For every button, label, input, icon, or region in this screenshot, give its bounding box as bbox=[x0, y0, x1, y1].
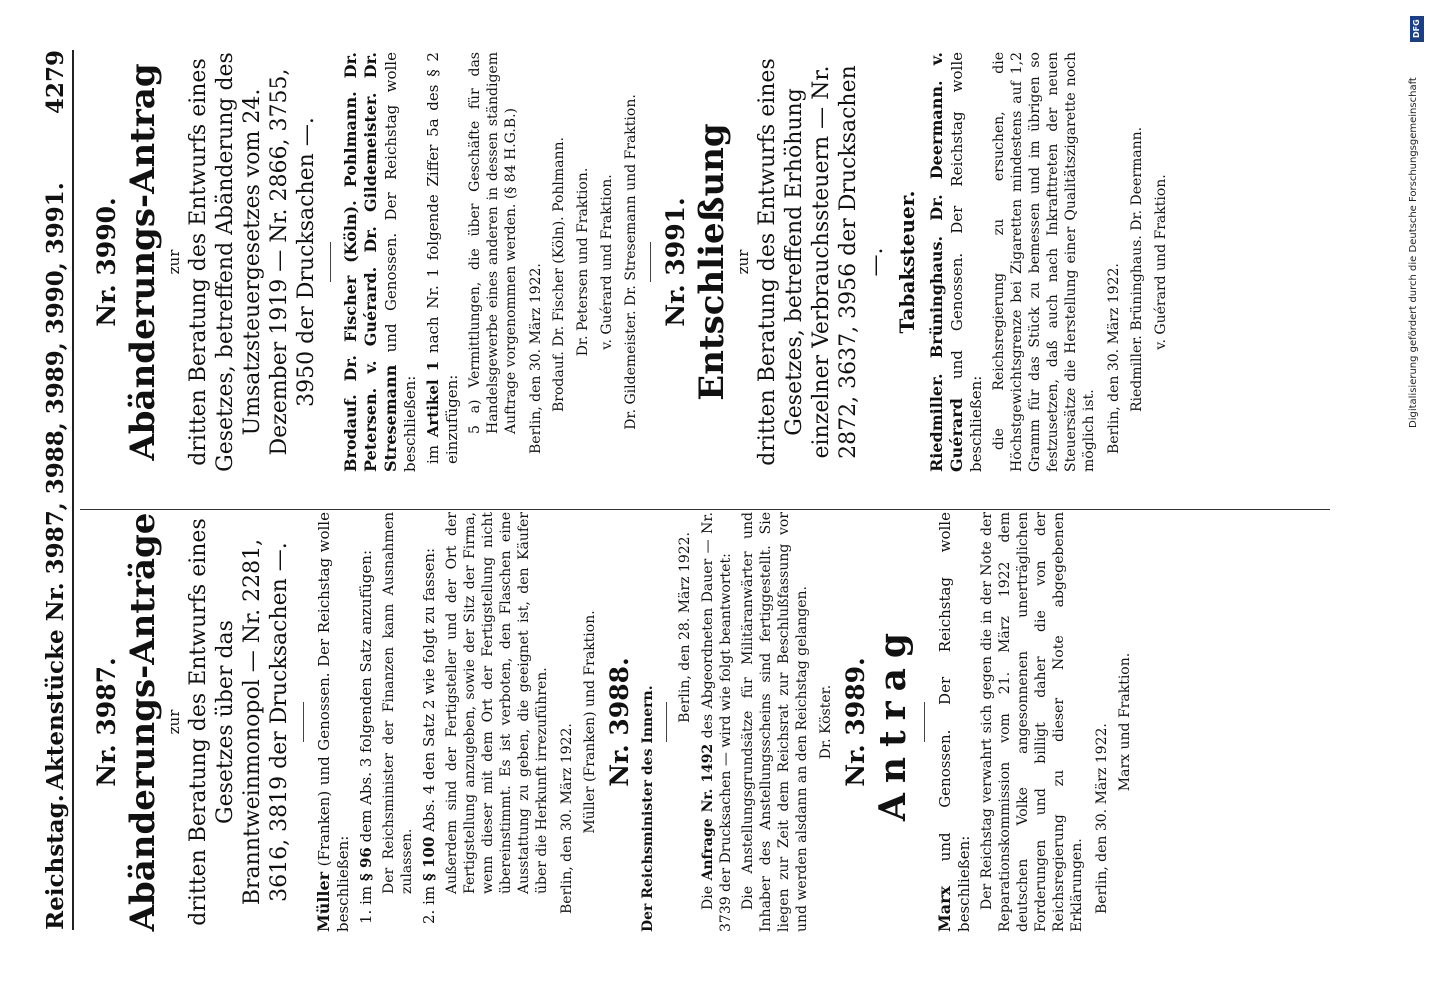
running-head-title: Aktenstücke Nr. 3987, 3988, 3989, 3990, 3991. bbox=[42, 182, 69, 790]
para-post: des Abgeordneten Dauer — Nr. 3739 der Drucksachen — wird wie folgt beantwortet: bbox=[700, 512, 734, 932]
lead-text: (Franken) und Genossen. Der Reichstag wolle beschließen: bbox=[315, 512, 352, 932]
digitization-credit bbox=[1406, 8, 1430, 998]
item-paragraph: § 100 bbox=[420, 836, 438, 882]
doc-number: Nr. 3989. bbox=[841, 657, 870, 787]
running-head bbox=[42, 50, 70, 930]
doc-office: Der Reichsminister des Innern. bbox=[640, 685, 656, 932]
motion-lead bbox=[935, 512, 974, 932]
document-3987 bbox=[92, 512, 599, 932]
tax-title: Tabaksteuer. bbox=[895, 190, 919, 334]
motion-lead bbox=[314, 512, 353, 932]
signature-line-1: Riedmiller. Brüninghaus. Dr. Deermann. bbox=[1129, 126, 1145, 412]
doc-zur: zur bbox=[734, 249, 752, 275]
item-intro: im bbox=[424, 444, 442, 464]
motion-item-2 bbox=[420, 512, 439, 924]
signature-line-2: v. Guérard und Fraktion. bbox=[1153, 174, 1169, 350]
item-text: Abs. 4 den Satz 2 wie folgt zu fassen: bbox=[420, 547, 438, 832]
page-number: 4279 bbox=[42, 50, 69, 115]
document-3988 bbox=[605, 512, 835, 932]
header-rule bbox=[72, 50, 74, 930]
separator-rule bbox=[650, 242, 651, 282]
doc-subject: dritten Beratung des Entwurfs eines Gesetzes, betreffend Erhöhung einzelner Verbrauchssteuern — Nr. 2872, 3637, 3956 der Drucksachen —. bbox=[755, 58, 888, 466]
column-divider bbox=[80, 509, 1330, 510]
short-rule bbox=[330, 242, 331, 282]
doc-date: Berlin, den 30. März 1922. bbox=[559, 723, 575, 914]
doc-number: Nr. 3987. bbox=[92, 657, 121, 787]
doc-dateline: Berlin, den 28. März 1922. bbox=[677, 532, 693, 723]
item-text: dem Abs. 3 folgenden Satz anzufügen: bbox=[357, 550, 375, 843]
doc-date: Berlin, den 30. März 1922. bbox=[528, 263, 544, 454]
inquiry-ref: Anfrage Nr. 1492 bbox=[700, 743, 716, 881]
doc-signature: Dr. Köster. bbox=[818, 684, 834, 760]
item-article: Artikel 1 bbox=[424, 360, 442, 438]
motion-item-1 bbox=[357, 512, 376, 924]
item-intro: 1. im bbox=[357, 885, 375, 924]
doc-subject: dritten Beratung des Entwurfs eines Gesetzes, betreffend Abänderung des Umsatzsteuergesetzes vom 24. Dezember 1919 — Nr. 2866, 3755, 3950 der Drucksachen —. bbox=[186, 52, 319, 472]
motion-lead bbox=[927, 52, 986, 472]
doc-number: Nr. 3991. bbox=[661, 197, 690, 327]
resolution-paragraph: die Reichsregierung zu ersuchen, die Höchstgewichtsgrenze bei Zigaretten mindestens auf 1,2 Gramm für das Stück zu bemessen und im übrigen so festzusetzen, daß auch nach Inkrafttreten der neuen Steuersätze die Herstellung einer Qualitätszigarette noch möglich ist. bbox=[991, 52, 1097, 472]
motion-lead bbox=[341, 52, 420, 472]
item-quote: 5 a) Vermittlungen, die über Geschäfte für das Handelsgewerbe eines anderen in dessen ständigem Auftrage vorgenommen werden. (§ 84 H.G.B.) bbox=[467, 52, 519, 434]
doc-kind: Antrag bbox=[872, 622, 914, 822]
lead-text: und Genossen. Der Reichstag wolle beschließen: bbox=[948, 52, 985, 472]
lead-text: und Genossen. Der Reichstag wolle beschließen: bbox=[382, 52, 419, 472]
doc-subject: dritten Beratung des Entwurfs eines Gesetzes über das Branntweinmonopol — Nr. 2281, 3616, 3819 der Drucksachen —. bbox=[186, 518, 292, 926]
answer-paragraph-1 bbox=[699, 512, 735, 932]
doc-number: Nr. 3988. bbox=[605, 657, 634, 787]
item-intro: 2. im bbox=[420, 885, 438, 924]
doc-date: Berlin, den 30. März 1922. bbox=[1106, 263, 1122, 454]
para-pre: Die bbox=[700, 886, 716, 910]
short-rule bbox=[666, 702, 667, 742]
signature-line-4: Dr. Gildemeister. Dr. Stresemann und Fraktion. bbox=[623, 94, 639, 430]
running-head-left: Reichstag. bbox=[42, 794, 69, 930]
lead-names: Riedmiller. Brüninghaus. Dr. Deermann. v. Guérard bbox=[927, 52, 966, 472]
signature-line-1: Brodauf. Dr. Fischer (Köln). Pohlmann. bbox=[551, 137, 567, 412]
short-rule bbox=[924, 702, 925, 742]
document-3990 bbox=[92, 52, 640, 472]
lead-names: Brodauf. Dr. Fischer (Köln). Pohlmann. Dr. Petersen. v. Guérard. Dr. Gildemeister. Dr. Stresemann bbox=[341, 52, 400, 472]
credit-text: Digitalisierung gefördert durch die Deutsche Forschungsgemeinschaft bbox=[1408, 77, 1419, 428]
signature-line-2: Dr. Petersen und Fraktion. bbox=[575, 167, 591, 357]
left-column bbox=[88, 512, 1140, 932]
answer-paragraph-2: Die Anstellungsgrundsätze für Militäranwärter und Inhaber des Anstellungsscheins sind fertiggestellt. Sie liegen zur Zeit dem Reichsrat zur Beschlußfassung vor und werden alsdann an den Reichstag gelangen. bbox=[740, 512, 810, 932]
doc-kind: Entschließung bbox=[692, 123, 732, 401]
motion-item bbox=[424, 52, 462, 464]
doc-date: Berlin, den 30. März 1922. bbox=[1094, 723, 1110, 914]
lead-name: Marx bbox=[935, 885, 954, 932]
item-paragraph: § 96 bbox=[357, 847, 375, 882]
lead-text: und Genossen. Der Reichstag wolle beschließen: bbox=[936, 512, 973, 932]
signature-line-3: v. Guérard und Fraktion. bbox=[599, 174, 615, 350]
dfg-logo: DFG bbox=[1410, 16, 1424, 42]
document-3991 bbox=[661, 52, 1170, 472]
item-1-quote: Der Reichsminister der Finanzen kann Ausnahmen zulassen. bbox=[381, 512, 415, 894]
doc-signature: Marx und Fraktion. bbox=[1117, 652, 1133, 792]
document-3989 bbox=[841, 512, 1134, 932]
item-text: nach Nr. 1 folgende Ziffer 5a des § 2 einzufügen: bbox=[424, 52, 461, 464]
doc-signature: Müller (Franken) und Fraktion. bbox=[582, 610, 598, 834]
right-column bbox=[88, 52, 1176, 472]
doc-zur: zur bbox=[165, 249, 183, 275]
lead-name: Müller bbox=[314, 871, 333, 932]
doc-zur: zur bbox=[165, 709, 183, 735]
short-rule bbox=[303, 702, 304, 742]
doc-number: Nr. 3990. bbox=[92, 197, 121, 327]
item-2-quote: Außerdem sind der Fertigsteller und der Ort der Fertigstellung anzugeben, sowie der Sitz der Firma, wenn dieser mit dem Ort der Fertigstellung nicht übereinstimmt. Es ist verboten, den Flaschen eine Ausstattung zu geben, die geeignet ist, den Käufer über die Herkunft irrezuführen. bbox=[444, 512, 550, 894]
motion-paragraph: Der Reichstag verwahrt sich gegen die in der Note der Reparationskommission vom 21. März 1922 dem deutschen Volke angesonnenen unerträglichen Forderungen und billigt daher die von der Reichsregierung zu dieser Note abgegebenen Erklärungen. bbox=[979, 512, 1085, 932]
doc-kind: Abänderungs-Antrag bbox=[123, 63, 163, 461]
doc-kind: Abänderungs-Anträge bbox=[123, 512, 163, 932]
